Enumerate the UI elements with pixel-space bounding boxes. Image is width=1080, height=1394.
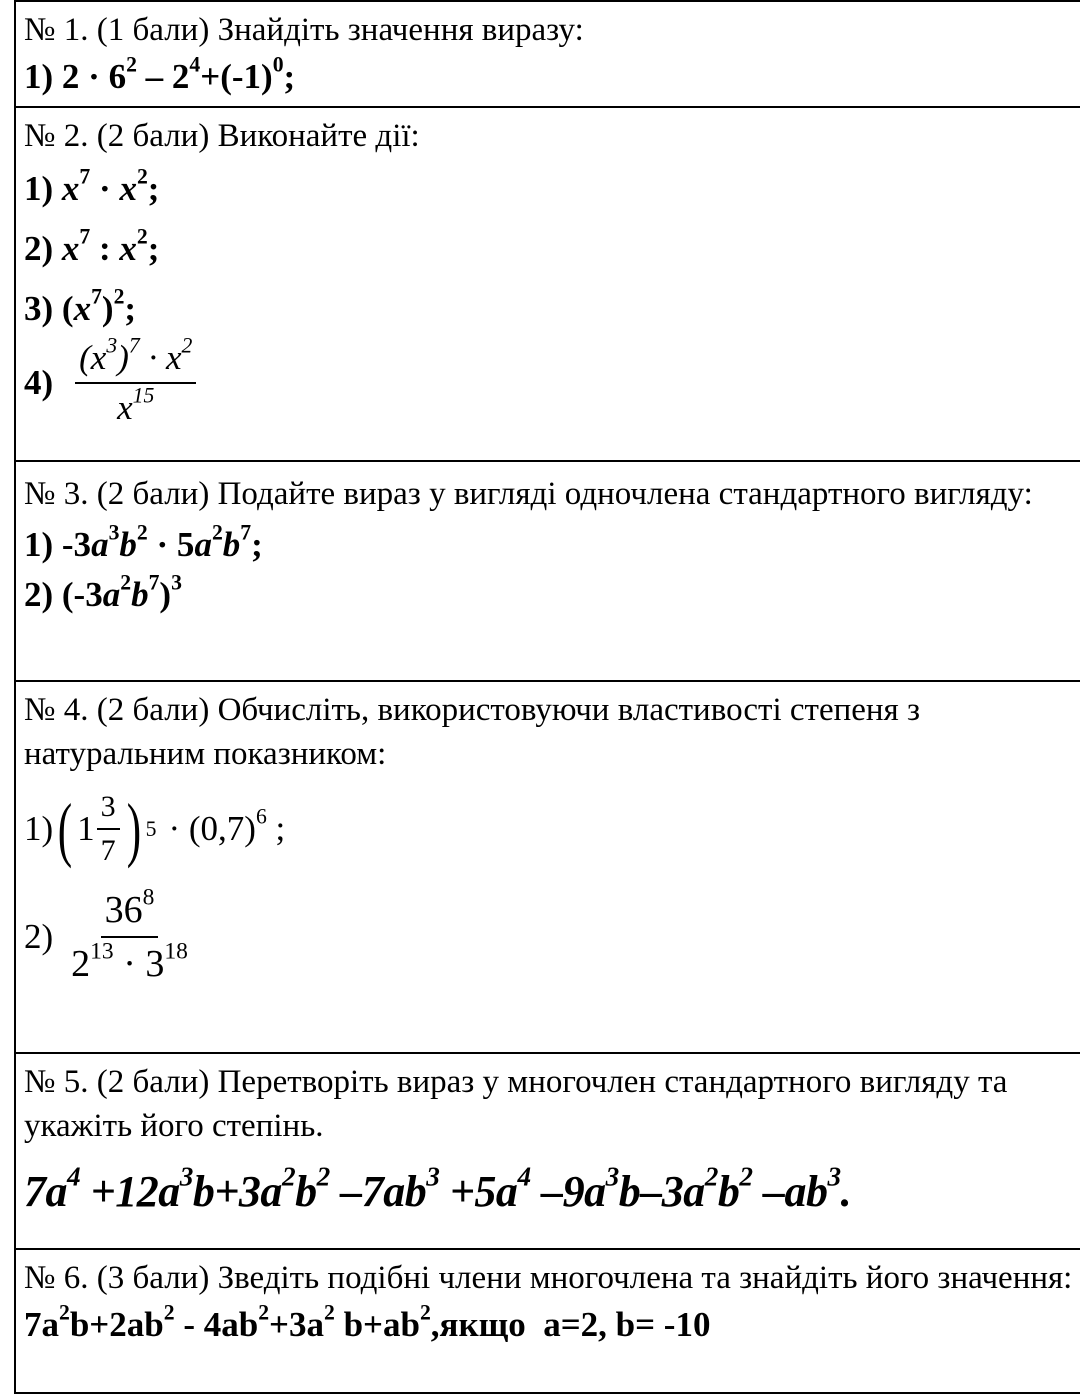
task-item: 2) $\frac{36^8}{2^{13} \cdot 3^{18}}$ xyxy=(24,888,1074,986)
task-item: 1) $-3a^3b^2 \cdot 5a^2b^7$; xyxy=(24,520,263,564)
task-row xyxy=(15,1053,1080,1249)
task-item: 2) $(-3a^2b^7)^3$ xyxy=(24,570,182,614)
task-number: № 1. xyxy=(24,12,89,48)
task-number: № 3. xyxy=(24,476,89,512)
task-header xyxy=(24,1256,1074,1300)
task-instruction: Зведіть подібні члени многочлена та знайдіть його значення: xyxy=(217,1260,1073,1296)
task-points: (2 бали) xyxy=(96,118,210,154)
task-item: 2) $x^7$ : $x^2$; xyxy=(24,224,160,268)
task-item: $7a^4 +12a^3b+3a^2b^2$ $-7ab^3 +5a^4$ $-9a^3b-3a^2b^2$ $-ab^3$. xyxy=(24,1161,852,1216)
task-points: (2 бали) xyxy=(96,476,210,512)
fraction: $\frac{(x^3)^7 \cdot x^2}{x^{15}}$ xyxy=(75,338,196,428)
task-row xyxy=(15,1,1080,107)
task-cell xyxy=(15,1,1080,107)
task-item: 3) $(x^7)^2$; xyxy=(24,284,137,328)
task-number: № 2. xyxy=(24,118,89,154)
task-cell xyxy=(15,1249,1080,1393)
task-row xyxy=(15,681,1080,1053)
fraction: $\frac{3}{7}$ xyxy=(97,790,120,868)
task-number: № 4. xyxy=(24,692,89,728)
task-item: 1) $x^7 \cdot x^2$; xyxy=(24,164,160,208)
task-row xyxy=(15,1249,1080,1393)
task-cell xyxy=(15,107,1080,461)
task-header xyxy=(24,1060,1074,1148)
task-cell xyxy=(15,461,1080,681)
task-header xyxy=(24,8,1074,52)
task-header xyxy=(24,688,1074,776)
task-cell xyxy=(15,1053,1080,1249)
task-row xyxy=(15,107,1080,461)
task-instruction: Перетворіть вираз у многочлен стандартного вигляду та укажіть його степінь. xyxy=(24,1064,1008,1144)
task-points: (2 бали) xyxy=(96,1064,210,1100)
task-points: (1 бали) xyxy=(96,12,210,48)
task-header xyxy=(24,468,1074,520)
task-points: (3 бали) xyxy=(96,1260,210,1296)
task-instruction: Подайте вираз у вигляді одночлена стандартного вигляду: xyxy=(217,476,1033,512)
task-item: 4) $\frac{(x^3)^7 \cdot x^2}{x^{15}}$ xyxy=(24,338,1074,428)
task-cell xyxy=(15,681,1080,1053)
fraction: $\frac{36^8}{2^{13} \cdot 3^{18}}$ xyxy=(71,884,188,985)
task-number: № 6. xyxy=(24,1260,89,1296)
task-instruction: Виконайте дії: xyxy=(217,118,420,154)
task-item: 1) ( 1 $\frac{3}{7}$ ) 5 · $(0,7)^6$ ; xyxy=(24,789,286,869)
task-instruction: Обчисліть, використовуючи властивості степеня з натуральним показником: xyxy=(24,692,921,772)
task-instruction: Знайдіть значення виразу: xyxy=(217,12,584,48)
task-header xyxy=(24,114,1074,158)
task-row xyxy=(15,461,1080,681)
task-number: № 5. xyxy=(24,1064,89,1100)
task-item: 1) $2 \cdot 6^2 - 2^4+(-1)^0$; xyxy=(24,52,296,96)
tasks-table xyxy=(14,0,1080,1394)
task-points: (2 бали) xyxy=(96,692,210,728)
task-item: $7a^2b+2ab^2 - 4ab^2+3a^2$ $b+ab^2,якщо$ a=2, b= -10 xyxy=(24,1300,711,1344)
